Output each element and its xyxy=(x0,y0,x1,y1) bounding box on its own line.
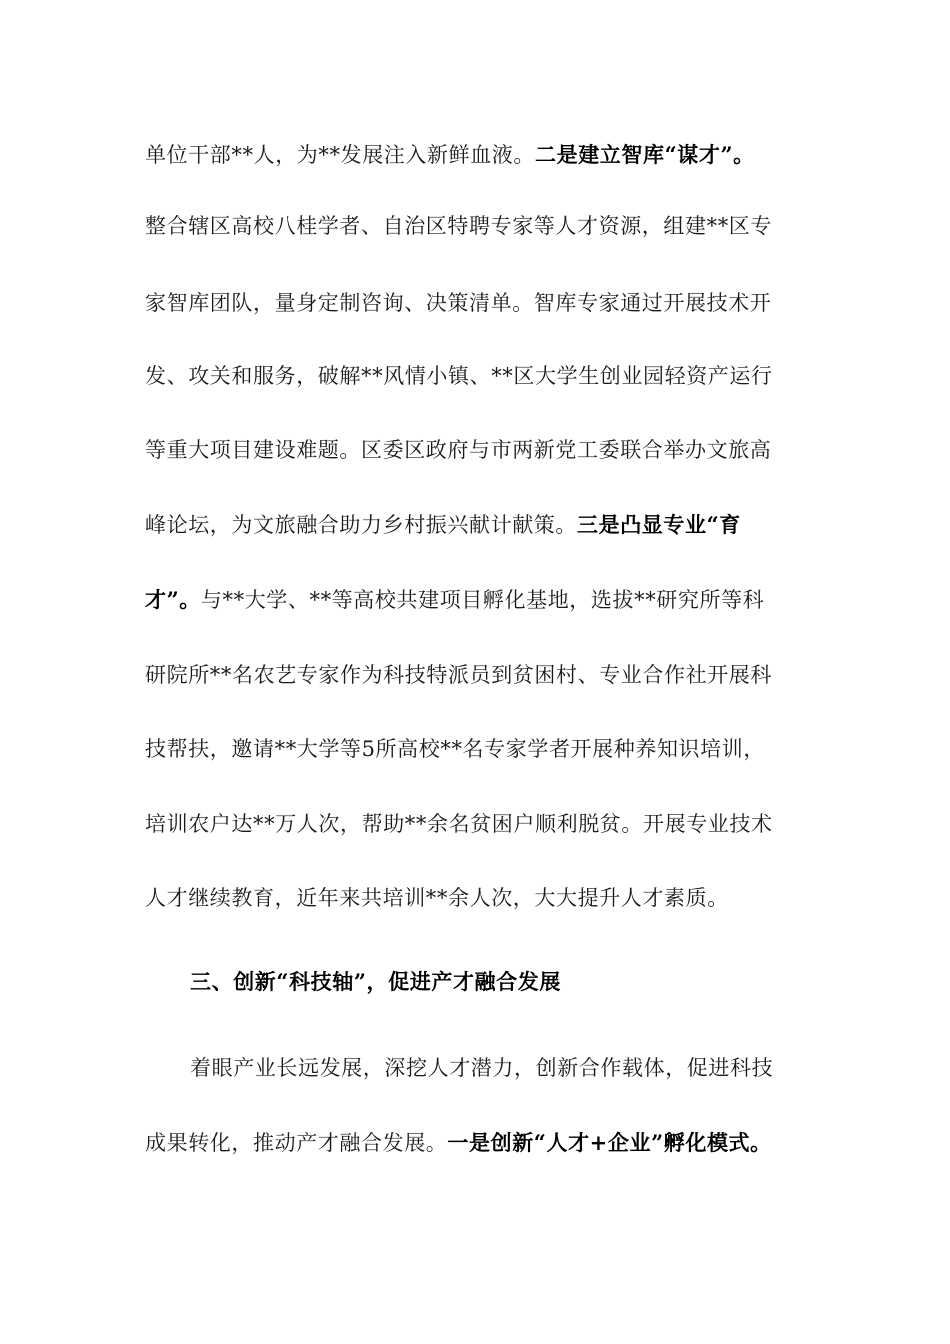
text-run: 整合辖区高校八桂学者、自治区特聘专家等人才资源，组建**区专 xyxy=(145,214,772,238)
text-run: 家智库团队，量身定制咨询、决策清单。智库专家通过开展技术开 xyxy=(145,291,772,315)
section-heading-text: 三、创新“科技轴”，促进产才融合发展 xyxy=(190,969,561,994)
text-run: 单位干部**人，为**发展注入新鲜血液。 xyxy=(145,143,535,167)
text-line xyxy=(145,289,805,317)
text-line xyxy=(145,661,805,689)
text-line xyxy=(145,141,805,169)
text-run: 研院所**名农艺专家作为科技特派员到贫困村、专业合作社开展科 xyxy=(145,663,772,687)
text-run: 峰论坛，为文旅融合助力乡村振兴献计献策。 xyxy=(145,513,577,537)
text-run: 技帮扶，邀请**大学等5所高校**名专家学者开展种养知识培训， xyxy=(145,737,765,761)
text-line xyxy=(190,1054,805,1082)
text-run: 培训农户达**万人次，帮助**余名贫困户顺利脱贫。开展专业技术 xyxy=(145,812,773,836)
text-line xyxy=(145,362,805,390)
text-run: 人才继续教育，近年来共培训**余人次，大大提升人才素质。 xyxy=(145,886,729,910)
text-run: 成果转化，推动产才融合发展。 xyxy=(145,1131,448,1155)
bold-heading: 一是创新“人才+企业”孵化模式。 xyxy=(447,1130,772,1155)
text-run: 发、攻关和服务，破解**风情小镇、**区大学生创业园轻资产运行 xyxy=(145,364,773,388)
text-line xyxy=(145,1129,805,1157)
text-line xyxy=(145,212,805,240)
text-line xyxy=(145,511,805,539)
section-heading xyxy=(190,968,805,996)
bold-heading: 才”。 xyxy=(145,587,201,612)
text-line xyxy=(145,436,805,464)
bold-heading: 二是建立智库“谋才”。 xyxy=(535,142,755,167)
text-line xyxy=(145,884,805,912)
text-line xyxy=(145,810,805,838)
bold-heading: 三是凸显专业“育 xyxy=(577,512,741,537)
text-run: 着眼产业长远发展，深挖人才潜力，创新合作载体，促进科技 xyxy=(190,1056,774,1080)
text-line xyxy=(145,735,805,763)
text-run: 与**大学、**等高校共建项目孵化基地，选拔**研究所等科 xyxy=(200,588,765,612)
text-line xyxy=(145,586,805,614)
text-run: 等重大项目建设难题。区委区政府与市两新党工委联合举办文旅高 xyxy=(145,438,772,462)
